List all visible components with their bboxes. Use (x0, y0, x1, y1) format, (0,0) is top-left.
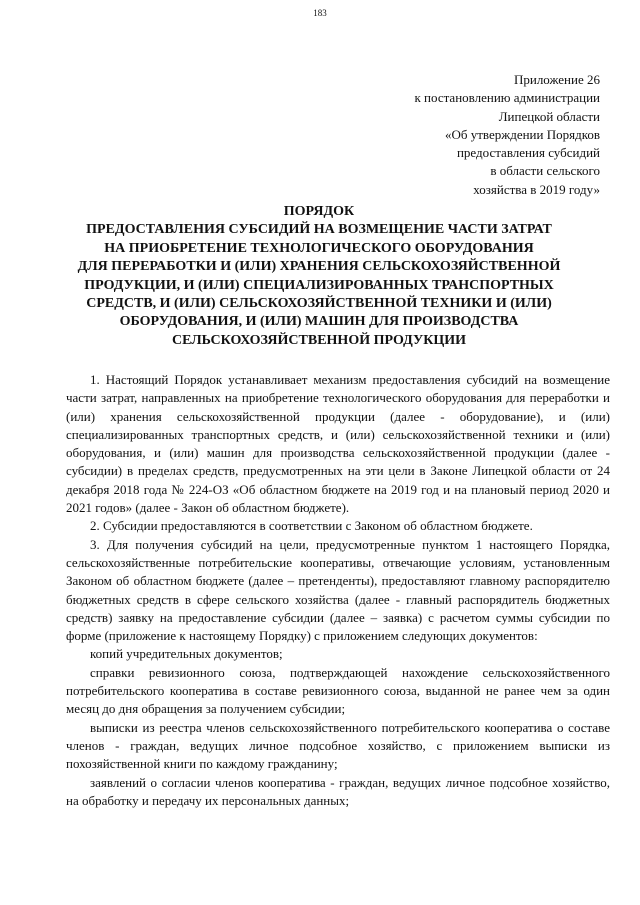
title-line: ОБОРУДОВАНИЯ, И (ИЛИ) МАШИН ДЛЯ ПРОИЗВОДСТВА (119, 314, 519, 330)
paragraph-3: 3. Для получения субсидий на цели, предусмотренные пунктом 1 настоящего Порядка, сельскохозяйственные потребительские кооперативы, отвечающие условиям, установленным Законом об областном бюджете (далее – претенденты), предоставляют главному распорядителю бюджетных средств в сфере сельского хозяйства (далее - главный распорядитель бюджетных средств) заявку на предоставление субсидии (далее – заявка) с расчетом суммы субсидии по форме (приложение к настоящему Порядку) с приложением следующих документов: (66, 536, 610, 644)
document-list-item: копий учредительных документов; (90, 646, 283, 662)
document-list-item: заявлений о согласии членов кооператива - граждан, ведущих личное подсобное хозяйство, на обработку и передачу их персональных данных; (66, 774, 610, 808)
document-list-item: справки ревизионного союза, подтверждающей нахождение сельскохозяйственного потребительского кооператива в составе ревизионного союза, выданной не ранее чем за один месяц до дня обращения за получением субсидии; (66, 664, 610, 717)
page-number: 183 (313, 8, 327, 18)
document-body (66, 371, 610, 810)
title-line: СРЕДСТВ, И (ИЛИ) СЕЛЬСКОХОЗЯЙСТВЕННОЙ ТЕХНИКИ И (ИЛИ) (86, 296, 552, 312)
appendix-block (340, 71, 600, 199)
appendix-line: предоставления субсидий (456, 145, 600, 161)
document-title (40, 203, 598, 350)
paragraph-2: 2. Субсидии предоставляются в соответствии с Законом об областном бюджете. (90, 518, 533, 534)
appendix-line: Липецкой области (498, 108, 600, 124)
appendix-line: к постановлению администрации (414, 90, 600, 106)
appendix-line: «Об утверждении Порядков (444, 126, 600, 142)
document-list-item: выписки из реестра членов сельскохозяйственного потребительского кооператива о составе членов - граждан, ведущих личное подсобное хозяйство, с приложением выписки из похозяйственной книги по каждому гражданину; (66, 719, 610, 772)
title-line: ДЛЯ ПЕРЕРАБОТКИ И (ИЛИ) ХРАНЕНИЯ СЕЛЬСКОХОЗЯЙСТВЕННОЙ (77, 259, 561, 275)
paragraph-1: 1. Настоящий Порядок устанавливает механизм предоставления субсидий на возмещение части затрат, направленных на приобретение технологического оборудования для переработки и (или) хранения сельскохозяйственной продукции (далее - оборудование), и (или) специализированных транспортных средств, и (или) сельскохозяйственной техники и (или) оборудования, и (или) машин для производства сельскохозяйственной продукции (далее - субсидии) в пределах средств, предусмотренных на эти цели в Законе Липецкой области от 24 декабря 2018 года № 224-ОЗ «Об областном бюджете на 2019 год и на плановый период 2020 и 2021 годов» (далее - Закон об областном бюджете). (66, 372, 610, 516)
title-line: НА ПРИОБРЕТЕНИЕ ТЕХНОЛОГИЧЕСКОГО ОБОРУДОВАНИЯ (104, 240, 534, 256)
title-line: ПРОДУКЦИИ, И (ИЛИ) СПЕЦИАЛИЗИРОВАННЫХ ТРАНСПОРТНЫХ (84, 277, 554, 293)
title-line: ПОРЯДОК (283, 204, 355, 219)
appendix-line: в области сельского (490, 163, 600, 179)
appendix-line: Приложение 26 (513, 72, 600, 87)
title-line: ПРЕДОСТАВЛЕНИЯ СУБСИДИЙ НА ВОЗМЕЩЕНИЕ ЧАСТИ ЗАТРАТ (86, 222, 552, 238)
appendix-line: хозяйства в 2019 году» (473, 181, 600, 197)
title-line: СЕЛЬСКОХОЗЯЙСТВЕННОЙ ПРОДУКЦИИ (171, 332, 467, 348)
